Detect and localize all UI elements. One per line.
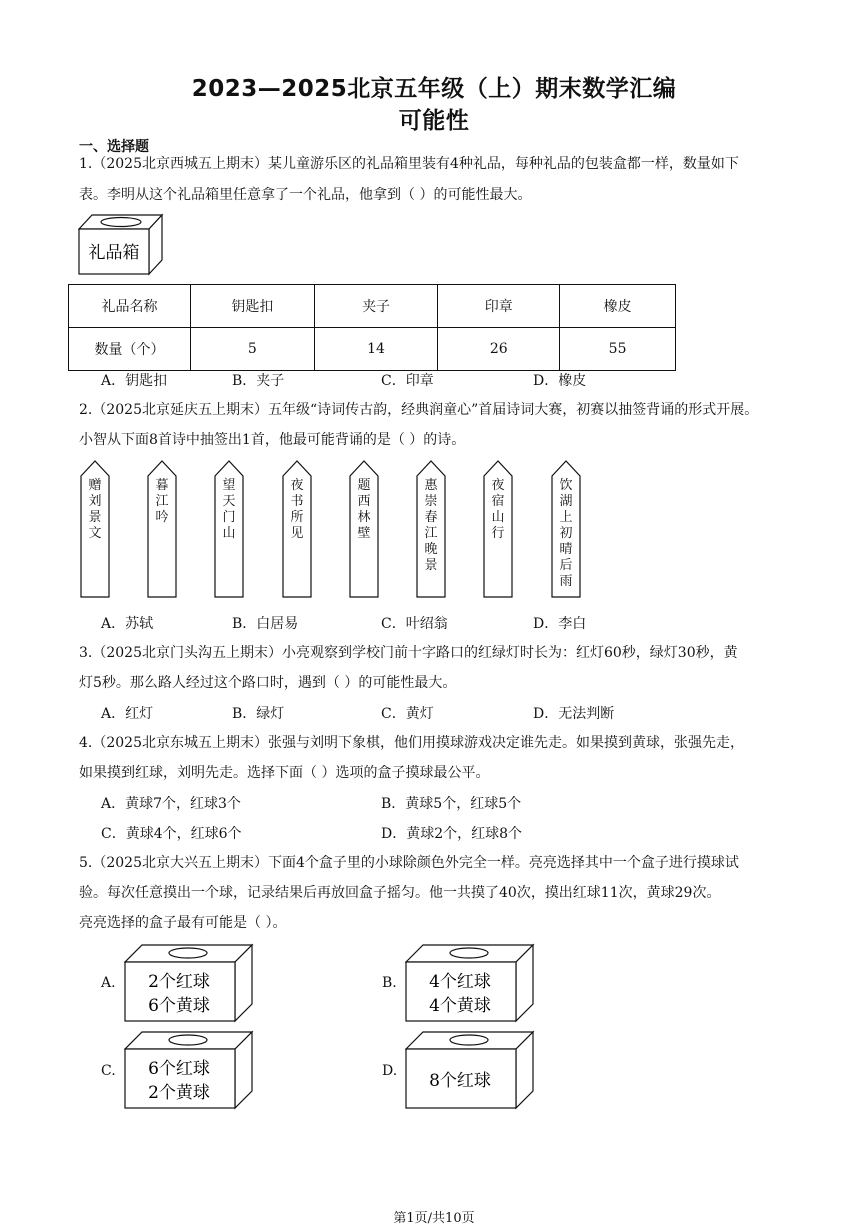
q2-option-d[interactable]: D．李白 (533, 616, 587, 632)
q3-option-b[interactable]: B．绿灯 (232, 706, 285, 722)
table-cell: 夹子 (314, 285, 438, 328)
q1-option-b[interactable]: B．夹子 (232, 373, 285, 389)
q5-text-line1: 5.（2025北京大兴五上期末）下面4个盒子里的小球除颜色外完全一样。亮亮选择其中一个盒子进行摸球试 (79, 855, 739, 871)
q1-text-line1: 1.（2025北京西城五上期末）某儿童游乐区的礼品箱里装有4种礼品，每种礼品的包装盒都一样，数量如下 (79, 156, 739, 172)
poem-slip (282, 460, 312, 598)
poem-slip (80, 460, 110, 598)
q4-option-d[interactable]: D．黄球2个，红球8个 (381, 826, 523, 842)
ball-box-b[interactable] (405, 943, 535, 1023)
q2-option-b[interactable]: B．白居易 (232, 616, 299, 632)
q2-option-c[interactable]: C．叶绍翁 (381, 616, 448, 632)
poem-slip (551, 460, 581, 598)
q4-text-line1: 4.（2025北京东城五上期末）张强与刘明下象棋，他们用摸球游戏决定谁先走。如果摸到黄球，张强先走， (79, 735, 744, 751)
table-cell: 26 (438, 328, 560, 371)
poem-slip (416, 460, 446, 598)
q2-option-a[interactable]: A．苏轼 (101, 616, 154, 632)
box-content-red: 4个红球 (429, 972, 491, 992)
q1-option-a[interactable]: A．钥匙扣 (101, 373, 168, 389)
q2-text-line2: 小智从下面8首诗中抽签出1首，他最可能背诵的是（ ）的诗。 (79, 432, 466, 448)
box-content-red: 2个红球 (148, 972, 210, 992)
q1-text-line2: 表。李明从这个礼品箱里任意拿了一个礼品，他拿到（ ）的可能性最大。 (79, 187, 532, 203)
document-subtitle: 可能性 (398, 108, 470, 134)
table-cell: 印章 (438, 285, 560, 328)
box-content-red: 8个红球 (429, 1071, 491, 1091)
gift-box-label: 礼品箱 (88, 243, 140, 263)
q3-option-a[interactable]: A．红灯 (101, 706, 154, 722)
box-content-yellow: 6个黄球 (148, 996, 210, 1016)
poem-title: 赠 刘 景 文 (88, 478, 102, 541)
q1-option-c[interactable]: C．印章 (381, 373, 434, 389)
ball-box-a[interactable] (124, 943, 254, 1023)
q5-option-d-letter[interactable]: D. (382, 1063, 398, 1079)
q3-text-line1: 3.（2025北京门头沟五上期末）小亮观察到学校门前十字路口的红绿灯时长为：红灯60秒，绿灯30秒，黄 (79, 645, 738, 661)
box-content-red: 6个红球 (148, 1059, 210, 1079)
poem-title: 饮 湖 上 初 晴 后 雨 (559, 478, 573, 589)
poem-title: 望 天 门 山 (222, 478, 236, 541)
table-cell: 橡皮 (560, 285, 676, 328)
q3-option-c[interactable]: C．黄灯 (381, 706, 434, 722)
box-content-yellow: 2个黄球 (148, 1083, 210, 1103)
poem-slip (483, 460, 513, 598)
q4-option-c[interactable]: C．黄球4个，红球6个 (101, 826, 242, 842)
poem-title: 夜 宿 山 行 (491, 478, 505, 541)
q5-text-line3: 亮亮选择的盒子最有可能是（ ）。 (79, 915, 287, 931)
table-cell: 礼品名称 (69, 285, 191, 328)
section-heading: 一、选择题 (79, 139, 149, 155)
poem-title: 夜 书 所 见 (290, 478, 304, 541)
poem-title: 暮 江 吟 (155, 478, 169, 525)
ball-box-c[interactable] (124, 1030, 254, 1110)
box-content-yellow: 4个黄球 (429, 996, 491, 1016)
q2-text-line1: 2.（2025北京延庆五上期末）五年级“诗词传古韵，经典润童心”首届诗词大赛，初赛以抽签背诵的形式开展。 (79, 402, 759, 418)
poem-title: 题 西 林 壁 (357, 478, 371, 541)
q5-option-c-letter[interactable]: C. (101, 1063, 116, 1079)
table-cell: 数量（个） (69, 328, 191, 371)
q3-option-d[interactable]: D．无法判断 (533, 706, 615, 722)
q3-text-line2: 灯5秒。那么路人经过这个路口时，遇到（ ）的可能性最大。 (79, 675, 457, 691)
q1-option-d[interactable]: D．橡皮 (533, 373, 587, 389)
ball-box-d[interactable] (405, 1030, 535, 1110)
table-cell: 钥匙扣 (191, 285, 315, 328)
q5-option-a-letter[interactable]: A. (101, 975, 116, 991)
poem-slip (349, 460, 379, 598)
q5-option-b-letter[interactable]: B. (382, 975, 397, 991)
gift-box-figure (78, 212, 164, 276)
table-header-row (69, 285, 676, 328)
poem-title: 惠 崇 春 江 晚 景 (424, 478, 438, 573)
page-footer: 第1页/共10页 (393, 1211, 475, 1226)
q4-text-line2: 如果摸到红球，刘明先走。选择下面（ ）选项的盒子摸球最公平。 (79, 765, 490, 781)
poem-slip (147, 460, 177, 598)
table-row (69, 328, 676, 371)
table-cell: 14 (314, 328, 438, 371)
q4-option-b[interactable]: B．黄球5个，红球5个 (381, 796, 522, 812)
document-title: 2023—2025北京五年级（上）期末数学汇编 (191, 76, 677, 102)
table-cell: 5 (191, 328, 315, 371)
table-cell: 55 (560, 328, 676, 371)
poem-slip (214, 460, 244, 598)
q4-option-a[interactable]: A．黄球7个，红球3个 (101, 796, 241, 812)
q5-text-line2: 验。每次任意摸出一个球，记录结果后再放回盒子摇匀。他一共摸了40次，摸出红球11次，黄球29次。 (79, 885, 721, 901)
gift-table (68, 284, 676, 371)
